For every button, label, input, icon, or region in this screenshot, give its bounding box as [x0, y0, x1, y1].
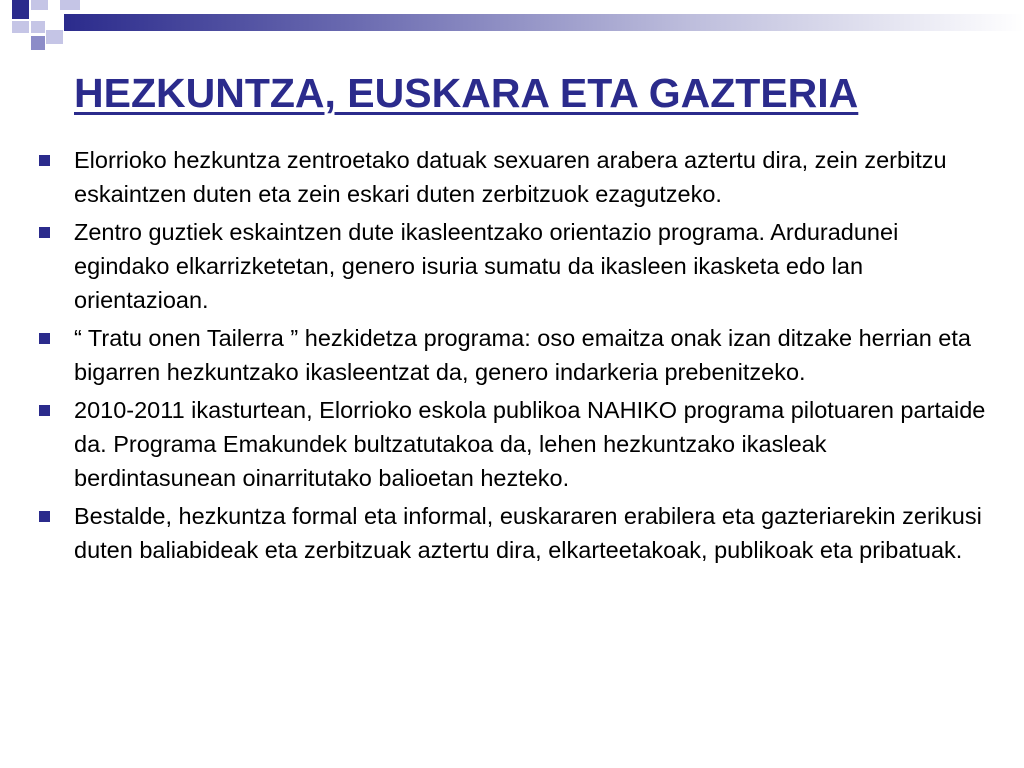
decorative-square	[60, 0, 80, 10]
square-bullet-icon	[39, 405, 50, 416]
decorative-square	[31, 21, 45, 33]
bullet-item	[36, 499, 986, 567]
bullet-item	[36, 393, 986, 495]
decorative-square	[46, 30, 63, 44]
square-bullet-icon	[39, 227, 50, 238]
header-gradient-bar	[64, 14, 1024, 31]
bullet-list	[36, 143, 986, 571]
bullet-text: Zentro guztiek eskaintzen dute ikasleentzako orientazio programa. Arduradunei egindako elkarrizketetan, genero isuria sumatu da ikasleen ikasketa edo lan orientazioan.	[74, 219, 899, 313]
square-bullet-icon	[39, 155, 50, 166]
square-bullet-icon	[39, 511, 50, 522]
decorative-square	[12, 21, 29, 33]
square-bullet-icon	[39, 333, 50, 344]
slide-title: HEZKUNTZA, EUSKARA ETA GAZTERIA	[74, 70, 859, 116]
bullet-item	[36, 143, 986, 211]
bullet-text: Elorrioko hezkuntza zentroetako datuak sexuaren arabera aztertu dira, zein zerbitzu eskaintzen duten eta zein eskari duten zerbitzuok ezagutzeko.	[74, 147, 947, 207]
bullet-item	[36, 215, 986, 317]
bullet-text: 2010-2011 ikasturtean, Elorrioko eskola publikoa NAHIKO programa pilotuaren partaide da. Programa Emakundek bultzatutakoa da, lehen hezkuntzako ikasleak berdintasunean oinarritutako balioetan hezteko.	[74, 397, 986, 491]
decorative-square	[12, 0, 29, 19]
decorative-square	[31, 36, 45, 50]
decorative-square	[31, 0, 48, 10]
bullet-text: Bestalde, hezkuntza formal eta informal, euskararen erabilera eta gazteriarekin zerikusi duten baliabideak eta zerbitzuak aztertu dira, elkarteetakoak, publikoak eta pribatuak.	[74, 503, 982, 563]
bullet-text: “ Tratu onen Tailerra ” hezkidetza programa: oso emaitza onak izan ditzake herrian eta bigarren hezkuntzako ikasleentzat da, genero indarkeria prebenitzeko.	[74, 325, 971, 385]
bullet-item	[36, 321, 986, 389]
